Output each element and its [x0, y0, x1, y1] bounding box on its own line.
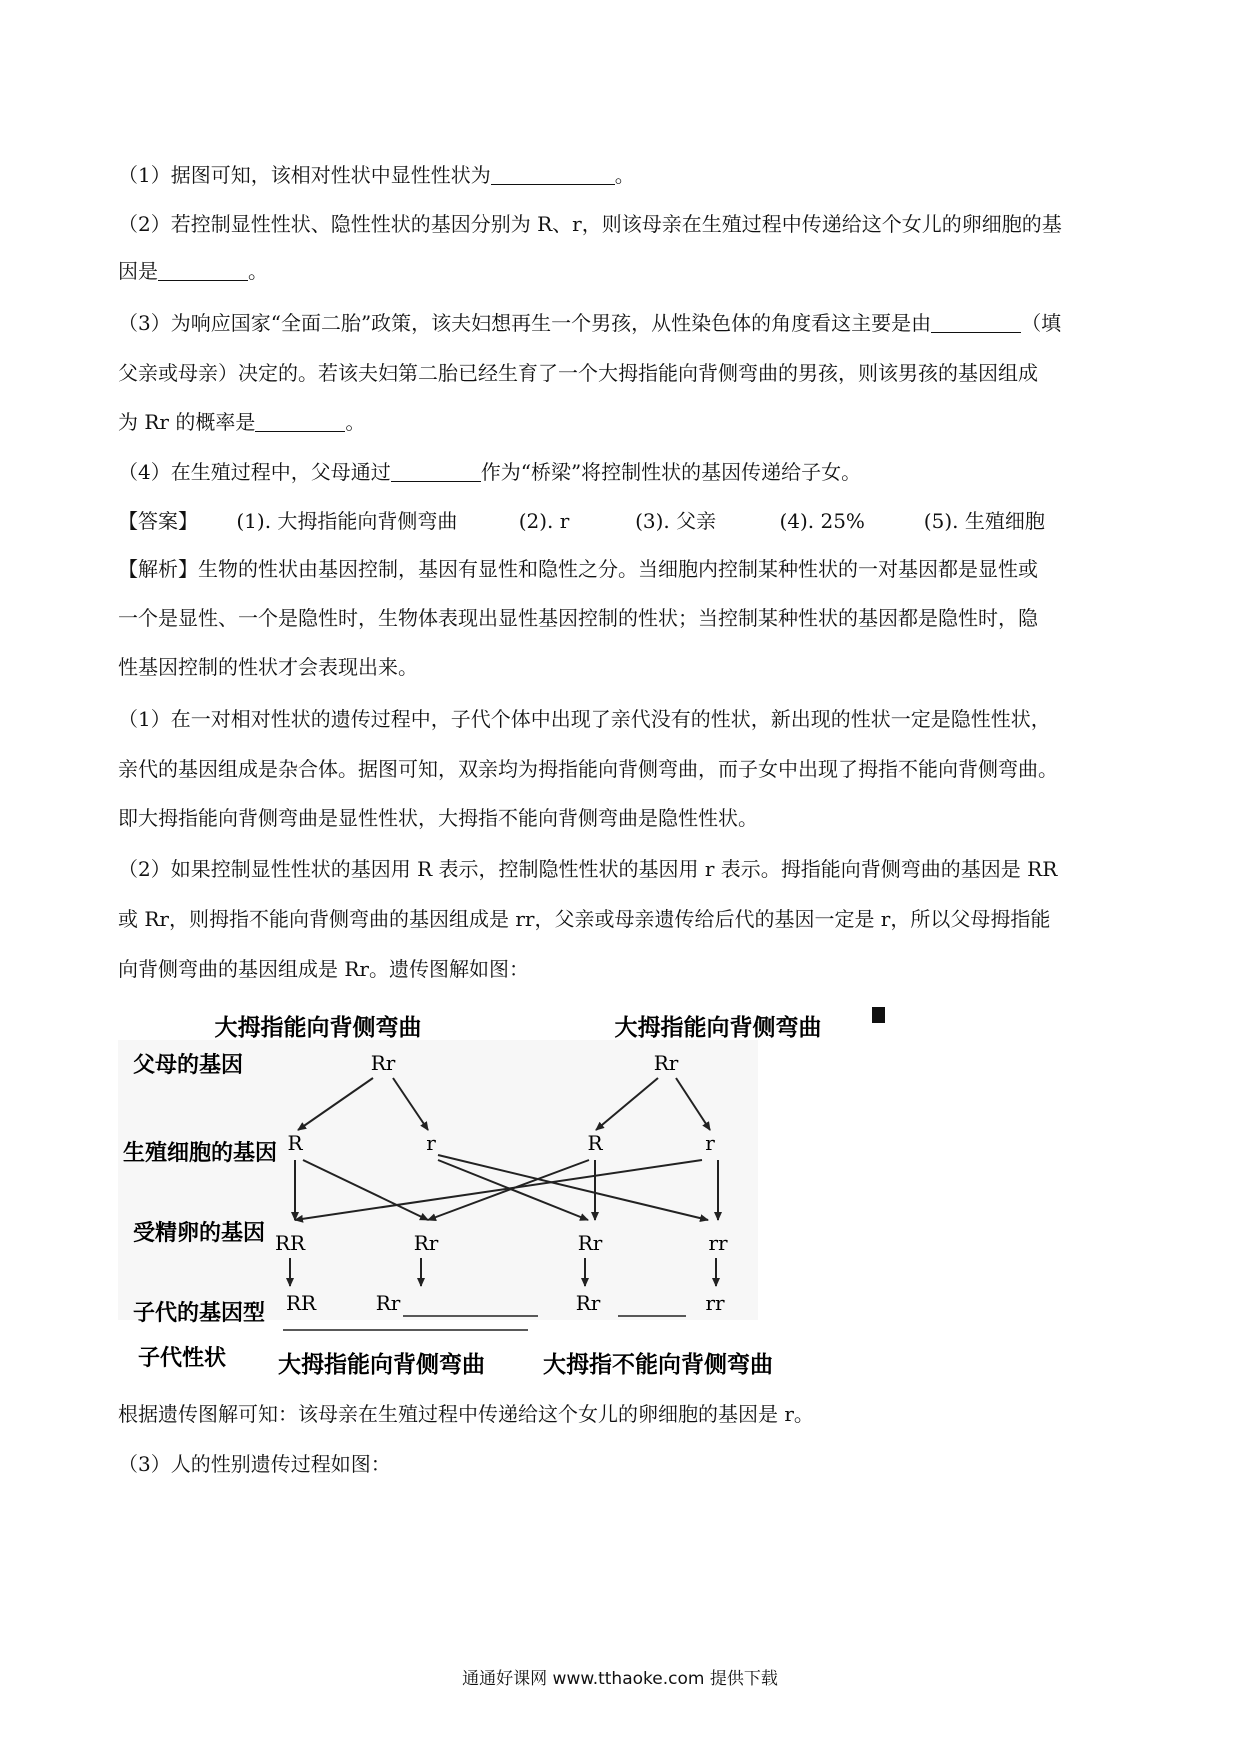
question-3-line2: 父亲或母亲）决定的。若该夫妇第二胎已经生育了一个大拇指能向背侧弯曲的男孩，则该男孩的基因组成	[118, 361, 1038, 385]
page-footer: 通通好课网 www.tthaoke.com 提供下载	[462, 1669, 778, 1689]
q1-text: （1）据图可知，该相对性状中显性性状为	[118, 163, 491, 187]
answer-item-1: (1). 大拇指能向背侧弯曲	[236, 509, 458, 533]
analysis-p1-line-1: （1）在一对相对性状的遗传过程中，子代个体中出现了亲代没有的性状，新出现的性状一定是隐性性状，	[118, 707, 1051, 731]
q3-text: （3）为响应国家“全面二胎”政策，该夫妇想再生一个男孩，从性染色体的角度看这主要是由	[118, 311, 932, 335]
row-label-zygote-genes: 受精卵的基因	[133, 1221, 266, 1246]
question-3-line1	[118, 310, 1061, 336]
q3-text-end: （填	[1021, 311, 1062, 335]
analysis-line-2: 一个是显性、一个是隐性时，生物体表现出显性基因控制的性状；当控制某种性状的基因都是隐性时，隐	[118, 606, 1038, 630]
question-3-line3	[118, 409, 365, 435]
parent-trait-mother: 大拇指能向背侧弯曲	[614, 1015, 822, 1041]
analysis-p1-line-3: 即大拇指能向背侧弯曲是显性性状，大拇指不能向背侧弯曲是隐性性状。	[118, 806, 758, 830]
gamete-mother-r: r	[705, 1131, 715, 1155]
corner-mark	[872, 1007, 885, 1023]
offspring-genotype-1: RR	[285, 1291, 317, 1315]
parent-gene-father: Rr	[370, 1051, 396, 1075]
row-label-gamete-genes: 生殖细胞的基因	[123, 1141, 278, 1166]
q4-text-end: 作为“桥梁”将控制性状的基因传递给子女。	[480, 460, 862, 484]
gamete-father-r: r	[426, 1131, 436, 1155]
zygote-4: rr	[708, 1231, 728, 1255]
question-4	[118, 459, 861, 485]
q4-blank	[391, 461, 481, 482]
parent-gene-mother: Rr	[653, 1051, 679, 1075]
q3-blank-2	[255, 411, 345, 432]
answer-item-3: (3). 父亲	[635, 509, 717, 533]
analysis-line-3: 性基因控制的性状才会表现出来。	[118, 655, 418, 679]
zygote-3: Rr	[577, 1231, 603, 1255]
diagram-background	[118, 1040, 758, 1320]
q3-end: 。	[345, 410, 366, 434]
analysis-line-1: 【解析】生物的性状由基因控制，基因有显性和隐性之分。当细胞内控制某种性状的一对基因都是显性或	[118, 557, 1038, 581]
q2-end: 。	[248, 259, 268, 283]
q4-text: （4）在生殖过程中，父母通过	[118, 460, 391, 484]
q3-blank	[931, 312, 1021, 333]
answer-item-5: (5). 生殖细胞	[923, 509, 1045, 533]
q2-blank	[158, 260, 248, 281]
question-2-line2	[118, 258, 268, 284]
offspring-genotype-2: Rr	[375, 1291, 401, 1315]
offspring-genotype-3: Rr	[575, 1291, 601, 1315]
answer-item-4: (4). 25%	[779, 509, 865, 533]
gamete-mother-R: R	[587, 1131, 603, 1155]
gamete-father-R: R	[287, 1131, 303, 1155]
analysis-p2-line-2: 或 Rr，则拇指不能向背侧弯曲的基因组成是 rr，父亲或母亲遗传给后代的基因一定是 r，所以父母拇指能	[118, 907, 1051, 931]
zygote-2: Rr	[413, 1231, 439, 1255]
row-label-offspring-genotype: 子代的基因型	[133, 1301, 266, 1326]
q1-end: 。	[614, 163, 635, 187]
q1-blank	[491, 164, 615, 185]
analysis-p2-line-1: （2）如果控制显性性状的基因用 R 表示，控制隐性性状的基因用 r 表示。拇指能向背侧弯曲的基因是 RR	[118, 857, 1058, 881]
row-label-parent-genes: 父母的基因	[133, 1053, 244, 1078]
question-1	[118, 162, 635, 188]
zygote-1: RR	[274, 1231, 306, 1255]
analysis-p3-line: （3）人的性别遗传过程如图：	[118, 1452, 391, 1476]
offspring-genotype-4: rr	[705, 1291, 725, 1315]
offspring-trait-recessive: 大拇指不能向背侧弯曲	[543, 1352, 773, 1378]
answer-item-2: (2). r	[518, 509, 570, 533]
offspring-trait-dominant: 大拇指能向背侧弯曲	[278, 1352, 485, 1378]
question-2-line1: （2）若控制显性性状、隐性性状的基因分别为 R、r，则该母亲在生殖过程中传递给这个女儿的卵细胞的基	[118, 212, 1062, 236]
inheritance-diagram	[118, 1000, 888, 1380]
row-label-offspring-trait: 子代性状	[138, 1346, 227, 1371]
answer-row	[118, 508, 1045, 534]
q3-text-3: 为 Rr 的概率是	[118, 410, 256, 434]
parent-trait-father: 大拇指能向背侧弯曲	[214, 1015, 422, 1041]
answer-label: 【答案】	[118, 509, 198, 533]
analysis-p2-line-3: 向背侧弯曲的基因组成是 Rr。遗传图解如图：	[118, 957, 529, 981]
conclusion-line: 根据遗传图解可知：该母亲在生殖过程中传递给这个女儿的卵细胞的基因是 r。	[118, 1402, 814, 1426]
analysis-p1-line-2: 亲代的基因组成是杂合体。据图可知，双亲均为拇指能向背侧弯曲，而子女中出现了拇指不能向背侧弯曲。	[118, 757, 1058, 781]
q2-text: 因是	[118, 259, 158, 283]
